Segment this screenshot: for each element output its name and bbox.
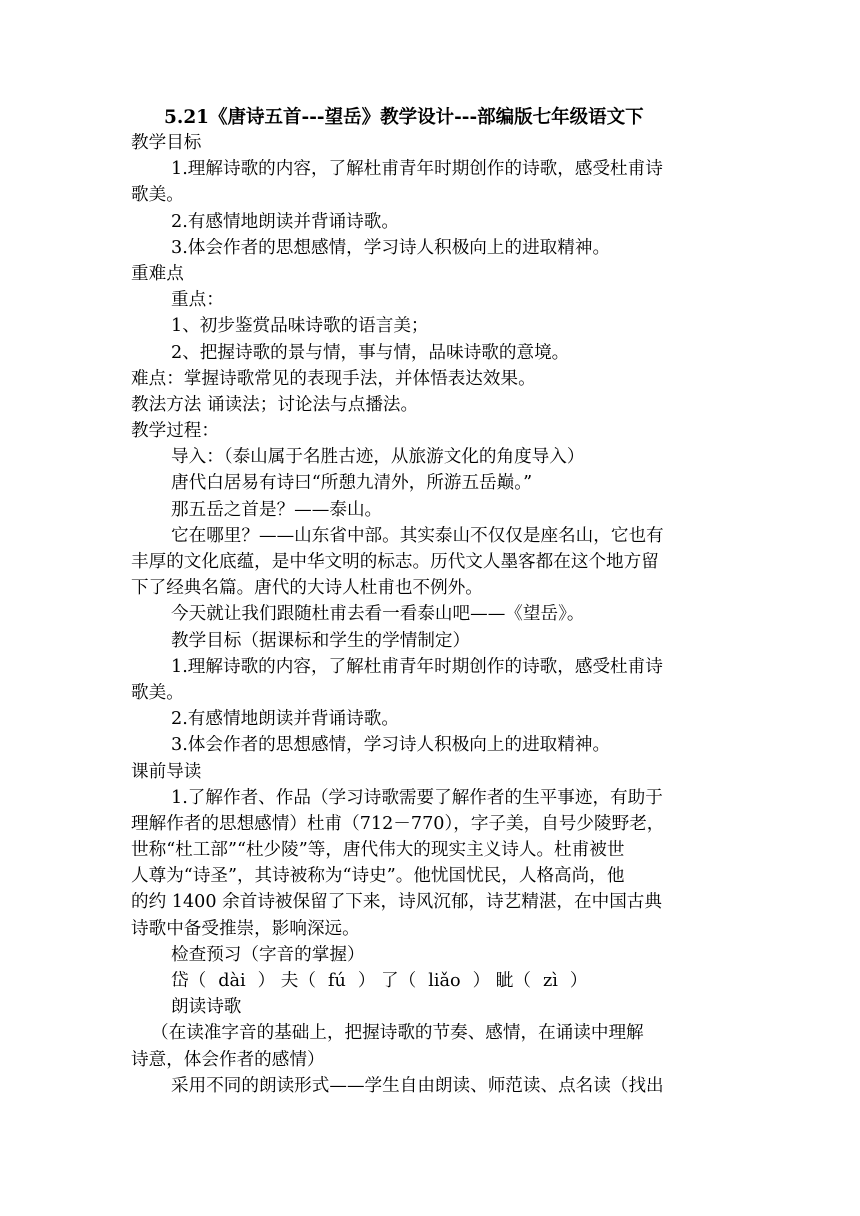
- paragraph-line: 歌美。: [131, 185, 184, 206]
- paragraph-line: 世称“杜工部”“杜少陵”等，唐代伟大的现实主义诗人。杜甫被世: [131, 840, 625, 861]
- paragraph-line: 检查预习（字音的掌握）: [171, 944, 365, 965]
- document-title: 5.21《唐诗五首---望岳》教学设计---部编版七年级语文下: [164, 107, 644, 128]
- pinyin-char: 夫（: [280, 971, 316, 991]
- paragraph-line: 1、初步鉴赏品味诗歌的语言美；: [171, 316, 429, 337]
- paragraph-line: （在读准字音的基础上，把握诗歌的节奏、感情，在诵读中理解: [151, 1023, 644, 1044]
- paragraph-line: 2、把握诗歌的景与情，事与情，品味诗歌的意境。: [171, 342, 570, 363]
- document-body: [131, 130, 731, 1099]
- paragraph-line: 丰厚的文化底蕴，是中华文明的标志。历代文人墨客都在这个地方留: [131, 552, 659, 572]
- paragraph-line: 下了经典名篇。唐代的大诗人杜甫也不例外。: [131, 578, 483, 599]
- pinyin-char: 岱（: [171, 971, 207, 991]
- paragraph-line: 教学目标（据课标和学生的学情制定）: [171, 630, 471, 651]
- paragraph-line: 1.理解诗歌的内容，了解杜甫青年时期创作的诗歌，感受杜甫诗: [171, 656, 663, 677]
- pinyin-item: [171, 971, 275, 991]
- pinyin-close: ）: [357, 971, 376, 991]
- paragraph-line: 理解作者的思想感情）杜甫（712－770），字子美，自号少陵野老，: [131, 813, 665, 834]
- pinyin-char: 眦（: [495, 971, 531, 991]
- section-heading-process: 教学过程：: [131, 421, 219, 442]
- section-heading-objectives: 教学目标: [131, 133, 202, 153]
- pinyin-char: 了（: [381, 971, 417, 991]
- paragraph-line: 难点：掌握诗歌常见的表现手法，并体悟表达效果。: [131, 368, 536, 389]
- paragraph-line: 诗歌中备受推崇，影响深远。: [131, 918, 360, 939]
- paragraph-line: 2.有感情地朗读并背诵诗歌。: [171, 211, 399, 232]
- paragraph-line: 人尊为“诗圣”，其诗被称为“诗史”。他忧国忧民，人格高尚，他: [131, 866, 625, 887]
- paragraph-line: 1.了解作者、作品（学习诗歌需要了解作者的生平事迹，有助于: [171, 787, 663, 808]
- paragraph-line: 歌美。: [131, 682, 184, 703]
- paragraph-line: 2.有感情地朗读并背诵诗歌。: [171, 709, 399, 730]
- pinyin-reading: fú: [328, 971, 346, 991]
- paragraph-line: 今天就让我们跟随杜甫去看一看泰山吧——《望岳》。: [171, 604, 585, 625]
- pinyin-reading: liǎo: [428, 971, 461, 991]
- paragraph-line: 采用不同的朗读形式——学生自由朗读、师范读、点名读（找出: [171, 1075, 664, 1096]
- pinyin-close: ）: [569, 971, 588, 991]
- pinyin-reading: dài: [218, 971, 246, 991]
- pinyin-item: [496, 971, 588, 991]
- pinyin-row: [131, 968, 731, 994]
- paragraph-line: 3.体会作者的思想感情，学习诗人积极向上的进取精神。: [171, 237, 611, 258]
- paragraph-line: 唐代白居易有诗曰“所憩九清外，所游五岳巅。”: [171, 473, 533, 494]
- paragraph-line: 它在哪里？——山东省中部。其实泰山不仅仅是座名山，它也有: [171, 525, 664, 546]
- paragraph-line: 那五岳之首是？——泰山。: [171, 499, 383, 520]
- paragraph-line: 朗读诗歌: [171, 997, 242, 1018]
- pinyin-reading: zì: [543, 971, 558, 991]
- pinyin-close: ）: [472, 971, 491, 991]
- pinyin-item: [281, 971, 376, 991]
- pinyin-close: ）: [257, 971, 276, 991]
- paragraph-line: 诗意，体会作者的感情）: [131, 1049, 325, 1070]
- section-heading-preview: 课前导读: [131, 761, 202, 782]
- paragraph-line: 3.体会作者的思想感情，学习诗人积极向上的进取精神。: [171, 735, 611, 756]
- paragraph-line: 重点：: [171, 290, 224, 311]
- section-heading-key-points: 重难点: [131, 263, 184, 284]
- paragraph-line: 导入：（泰山属于名胜古迹，从旅游文化的角度导入）: [171, 447, 585, 468]
- paragraph-line: 的约 1400 余首诗被保留了下来，诗风沉郁，诗艺精湛，在中国古典: [131, 892, 662, 913]
- paragraph-line: 教法方法 诵读法；讨论法与点播法。: [131, 394, 419, 415]
- paragraph-line: 1.理解诗歌的内容，了解杜甫青年时期创作的诗歌，感受杜甫诗: [171, 159, 663, 180]
- pinyin-item: [381, 971, 490, 991]
